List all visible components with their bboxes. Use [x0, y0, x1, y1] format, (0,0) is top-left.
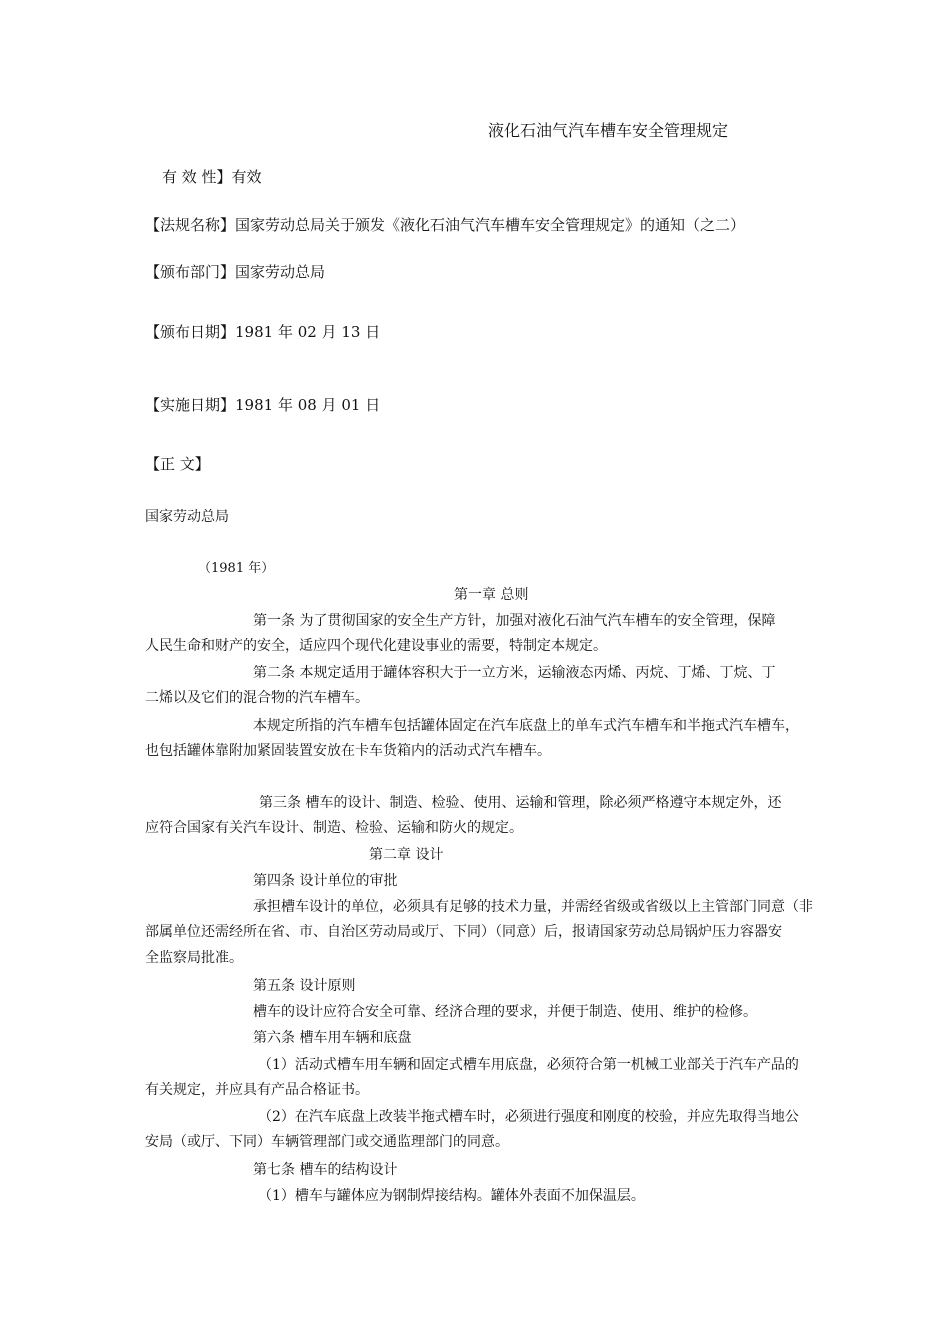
meta-body-label: 【正 文】: [145, 455, 210, 473]
meta-issue-date: 【颁布日期】1981 年 02 月 13 日: [145, 323, 381, 341]
article-5-title: 第五条 设计原则: [253, 978, 356, 994]
meta-department: 【颁布部门】国家劳动总局: [145, 263, 326, 281]
article-7-item-1: （1）槽车与罐体应为钢制焊接结构。罐体外表面不加保温层。: [258, 1188, 645, 1204]
article-1-line-1: 第一条 为了贯彻国家的安全生产方针，加强对液化石油气汽车槽车的安全管理，保障: [253, 613, 776, 629]
meta-validity: 有 效 性】有效: [162, 168, 262, 186]
article-4-line-2: 部属单位还需经所在省、市、自治区劳动局或厅、下同）（同意）后，报请国家劳动总局锅炉压力容器安: [145, 924, 782, 940]
chapter-1-heading: 第一章 总则: [454, 587, 529, 603]
issuer: 国家劳动总局: [145, 509, 229, 525]
article-2-para-2-line-1: 本规定所指的汽车槽车包括罐体固定在汽车底盘上的单车式汽车槽车和半拖式汽车槽车，: [253, 718, 799, 734]
article-3-line-1: 第三条 槽车的设计、制造、检验、使用、运输和管理，除必须严格遵守本规定外，还: [259, 795, 782, 811]
article-6-item-2-line-2: 安局（或厅、下同）车辆管理部门或交通监理部门的同意。: [145, 1134, 509, 1150]
article-3-line-2: 应符合国家有关汽车设计、制造、检验、运输和防火的规定。: [145, 820, 523, 836]
meta-law-name: 【法规名称】国家劳动总局关于颁发《液化石油气汽车槽车安全管理规定》的通知（之二）: [145, 216, 746, 234]
article-2-line-1: 第二条 本规定适用于罐体容积大于一立方米，运输液态丙烯、丙烷、丁烯、丁烷、丁: [253, 665, 776, 681]
chapter-2-heading: 第二章 设计: [369, 847, 444, 863]
article-4-line-1: 承担槽车设计的单位，必须具有足够的技术力量，并需经省级或省级以上主管部门同意（非: [253, 899, 813, 915]
article-1-line-2: 人民生命和财产的安全，适应四个现代化建设事业的需要，特制定本规定。: [145, 638, 607, 654]
year: （1981 年）: [198, 561, 275, 576]
meta-effective-date: 【实施日期】1981 年 08 月 01 日: [145, 396, 381, 414]
article-6-item-2-line-1: （2）在汽车底盘上改装半拖式槽车时，必须进行强度和刚度的校验，并应先取得当地公: [258, 1109, 799, 1125]
article-4-title: 第四条 设计单位的审批: [253, 873, 398, 889]
article-2-line-2: 二烯以及它们的混合物的汽车槽车。: [145, 690, 369, 706]
article-6-item-1-line-2: 有关规定，并应具有产品合格证书。: [145, 1082, 369, 1098]
article-4-line-3: 全监察局批准。: [145, 950, 243, 966]
document-title: 液化石油气汽车槽车安全管理规定: [488, 121, 729, 140]
article-6-title: 第六条 槽车用车辆和底盘: [253, 1030, 412, 1046]
article-2-para-2-line-2: 也包括罐体靠附加紧固装置安放在卡车货箱内的活动式汽车槽车。: [145, 743, 551, 759]
article-5-line-1: 槽车的设计应符合安全可靠、经济合理的要求，并便于制造、使用、维护的检修。: [253, 1004, 757, 1020]
article-7-title: 第七条 槽车的结构设计: [253, 1162, 398, 1178]
article-6-item-1-line-1: （1）活动式槽车用车辆和固定式槽车用底盘，必须符合第一机械工业部关于汽车产品的: [258, 1057, 799, 1073]
